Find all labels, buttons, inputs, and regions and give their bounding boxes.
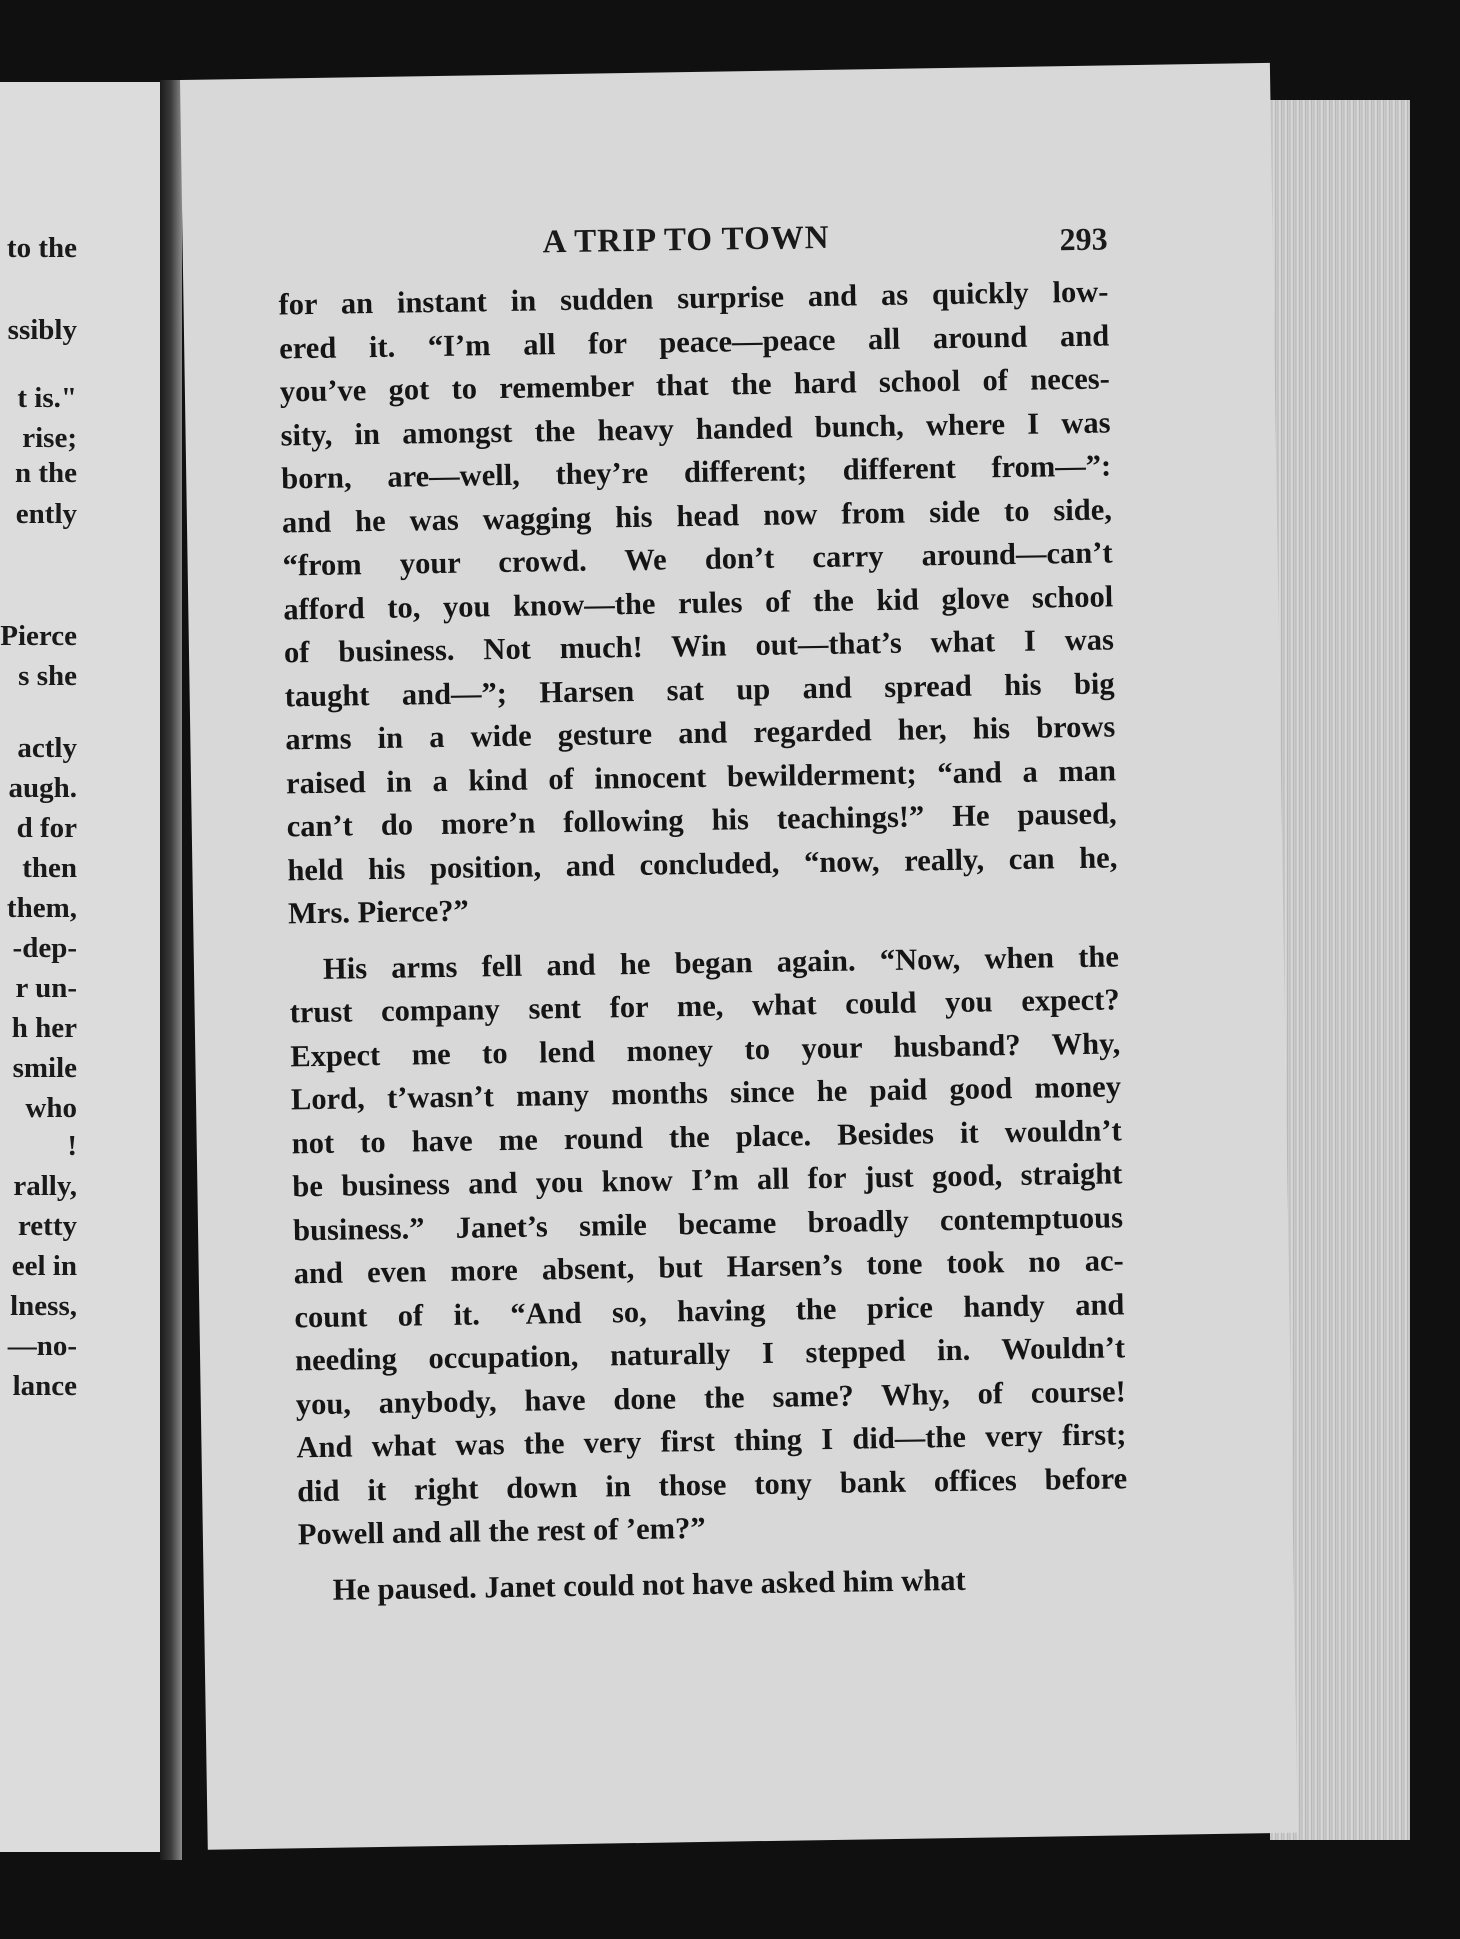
left-page-line: —no- bbox=[7, 1330, 77, 1362]
text-line: “from your crowd. We don’t carry around—can’t bbox=[282, 535, 1113, 583]
left-page-line: ssibly bbox=[7, 314, 77, 346]
text-line: needing occupation, naturally I stepped in. Wouldn’t bbox=[294, 1330, 1126, 1378]
left-page-line: r un- bbox=[15, 972, 77, 1004]
left-page-line: then bbox=[22, 852, 77, 884]
text-line: His arms fell and he began again. “Now, when the bbox=[322, 938, 1120, 986]
text-line: Lord, t’wasn’t many months since he paid good money bbox=[290, 1069, 1122, 1117]
paragraph bbox=[278, 270, 1118, 935]
left-page-fragment bbox=[0, 82, 166, 1852]
text-line: taught and—”; Harsen sat up and spread his big bbox=[284, 665, 1115, 713]
running-head: A TRIP TO TOWN bbox=[542, 219, 830, 261]
text-line: Expect me to lend money to your husband? Why, bbox=[290, 1025, 1121, 1073]
left-page-line: t is." bbox=[17, 382, 77, 414]
left-page-line: h her bbox=[11, 1012, 77, 1044]
text-line: And what was the very first thing I did—the very first; bbox=[296, 1417, 1127, 1465]
text-line: business.” Janet’s smile became broadly contemptuous bbox=[292, 1199, 1124, 1247]
left-page-line: s she bbox=[18, 660, 77, 692]
left-page-line: lness, bbox=[10, 1290, 77, 1322]
book-gutter bbox=[160, 80, 182, 1860]
page-number: 293 bbox=[1059, 220, 1108, 258]
text-line: did it right down in those tony bank offices before bbox=[296, 1460, 1128, 1508]
left-page-line: who bbox=[25, 1092, 77, 1124]
text-line: afford to, you know—the rules of the kid glove school bbox=[283, 578, 1114, 626]
left-page-line: n the bbox=[14, 457, 77, 489]
text-line: you’ve got to remember that the hard school of neces- bbox=[279, 361, 1111, 409]
left-page-line: ! bbox=[67, 1130, 77, 1162]
text-line: ered it. “I’m all for peace—peace all around and bbox=[278, 317, 1110, 365]
text-line: arms in a wide gesture and regarded her, his brows bbox=[285, 709, 1116, 757]
text-line: raised in a kind of innocent bewilderment; “and a man bbox=[285, 752, 1117, 800]
left-page-line: actly bbox=[17, 732, 77, 764]
text-line: be business and you know I’m all for just good, straight bbox=[292, 1156, 1123, 1204]
text-line: not to have me round the place. Besides it wouldn’t bbox=[291, 1112, 1122, 1160]
right-page bbox=[180, 63, 1298, 1850]
left-page-line: -dep- bbox=[12, 932, 77, 964]
left-page-line: retty bbox=[17, 1210, 77, 1242]
text-line: count of it. “And so, having the price handy and bbox=[294, 1286, 1125, 1334]
left-page-line: rise; bbox=[22, 422, 77, 454]
left-page-line: rally, bbox=[13, 1170, 77, 1202]
left-page-line: eel in bbox=[11, 1250, 77, 1282]
left-page-line: Pierce bbox=[0, 620, 77, 652]
left-page-line: smile bbox=[12, 1052, 77, 1084]
paragraph bbox=[289, 935, 1128, 1557]
text-line: sity, in amongst the heavy handed bunch, where I was bbox=[280, 404, 1111, 452]
left-page-line: lance bbox=[12, 1370, 77, 1402]
text-line: held his position, and concluded, “now, really, can he, bbox=[287, 839, 1118, 887]
text-line: can’t do more’n following his teachings!” He paused, bbox=[286, 796, 1117, 844]
text-line: for an instant in sudden surprise and as quickly low- bbox=[278, 274, 1109, 322]
text-line: Mrs. Pierce?” bbox=[287, 893, 470, 931]
left-page-line: d for bbox=[16, 812, 77, 844]
text-line: trust company sent for me, what could you expect? bbox=[289, 982, 1120, 1030]
left-page-line: them, bbox=[6, 892, 77, 924]
text-line: and even more absent, but Harsen’s tone took no ac- bbox=[293, 1243, 1124, 1291]
text-line: and he was wagging his head now from side to side, bbox=[281, 491, 1113, 539]
left-page-line: augh. bbox=[8, 772, 77, 804]
text-line: of business. Not much! Win out—that’s what I was bbox=[283, 622, 1115, 670]
left-page-line: to the bbox=[6, 232, 77, 264]
text-line: born, are—well, they’re different; different from—”: bbox=[281, 448, 1112, 496]
text-line: Powell and all the rest of ’em?” bbox=[297, 1510, 706, 1552]
left-page-line: ently bbox=[15, 498, 77, 530]
text-line: you, anybody, have done the same? Why, of course! bbox=[295, 1373, 1126, 1421]
text-line: He paused. Janet could not have asked him what bbox=[332, 1562, 966, 1607]
body-text bbox=[278, 270, 1129, 1612]
